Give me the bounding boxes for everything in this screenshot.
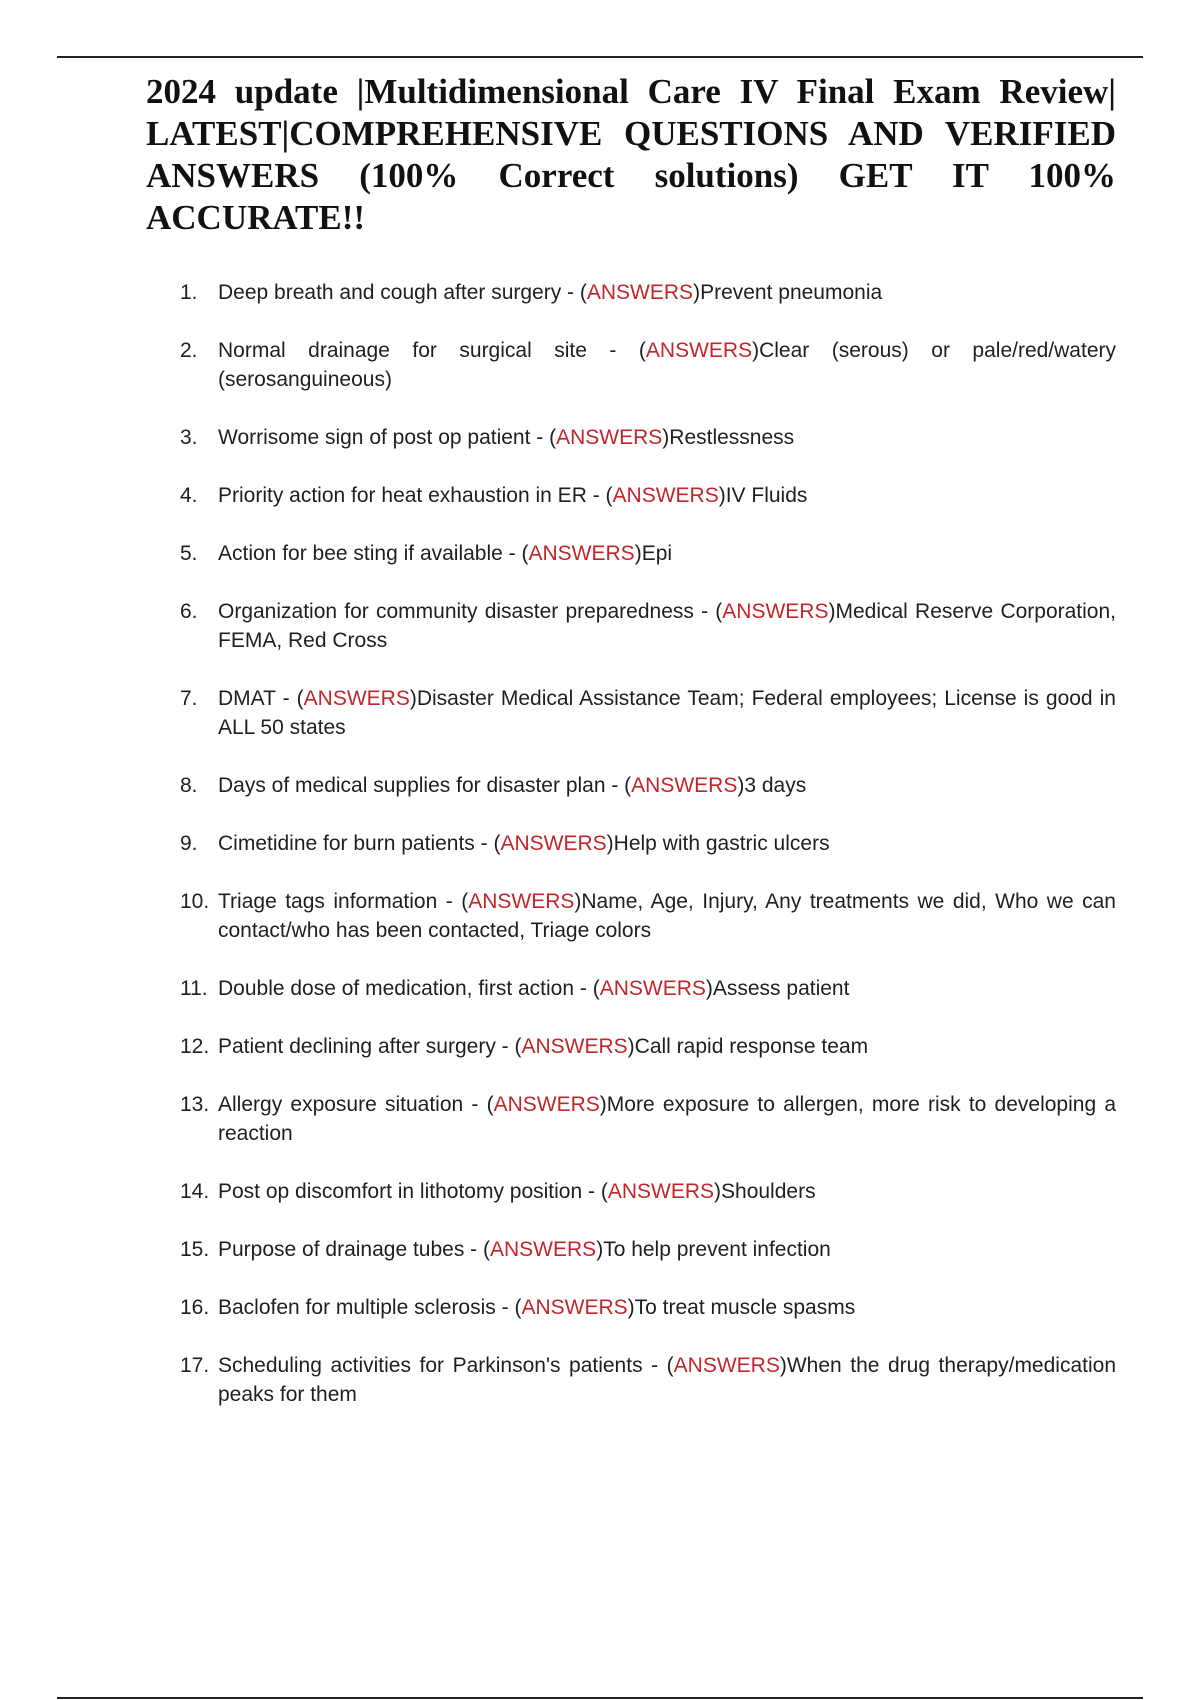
question-text: Action for bee sting if available [218, 542, 503, 565]
item-number: 3. [180, 426, 198, 449]
item-number: 6. [180, 600, 198, 623]
answer-text: Shoulders [721, 1180, 816, 1203]
question-text: Double dose of medication, first action [218, 977, 575, 1000]
answer-text: More exposure to allergen, more risk to developing a reaction [218, 1093, 1117, 1145]
answer-text: IV Fluids [725, 484, 808, 507]
answer-text: When the drug therapy/medication peaks for them [218, 1354, 1116, 1406]
qa-item: 15. Purpose of drainage tubes - (ANSWERS)To help prevent infection [180, 1235, 1116, 1264]
answer-text: Disaster Medical Assistance Team; Federal employees; License is good in ALL 50 states [218, 687, 1116, 739]
question-text: Scheduling activities for Parkinson's patients [218, 1354, 643, 1377]
answer-text: Epi [641, 542, 673, 565]
item-number: 1. [180, 281, 198, 304]
answers-label: ANSWERS [556, 426, 663, 449]
answers-label: ANSWERS [612, 484, 719, 507]
item-number: 7. [180, 687, 198, 710]
item-number: 8. [180, 774, 198, 797]
bottom-rule [57, 1697, 1143, 1699]
answer-text: Help with gastric ulcers [613, 832, 830, 855]
answer-text: To treat muscle spasms [634, 1296, 856, 1319]
question-text: Cimetidine for burn patients [218, 832, 475, 855]
qa-item: 4. Priority action for heat exhaustion in ER - (ANSWERS)IV Fluids [180, 481, 1116, 510]
item-number: 13. [180, 1093, 210, 1116]
answers-label: ANSWERS [673, 1354, 780, 1377]
question-text: Priority action for heat exhaustion in ER [218, 484, 587, 507]
answers-label: ANSWERS [490, 1238, 597, 1261]
answer-text: Medical Reserve Corporation, FEMA, Red Cross [218, 600, 1116, 652]
question-text: Purpose of drainage tubes [218, 1238, 465, 1261]
answer-text: 3 days [744, 774, 807, 797]
item-number: 16. [180, 1296, 210, 1319]
answer-text: Call rapid response team [634, 1035, 869, 1058]
qa-item: 12. Patient declining after surgery - (ANSWERS)Call rapid response team [180, 1032, 1116, 1061]
answers-label: ANSWERS [722, 600, 829, 623]
answers-label: ANSWERS [521, 1296, 628, 1319]
answer-text: Assess patient [712, 977, 850, 1000]
qa-item: 3. Worrisome sign of post op patient - (ANSWERS)Restlessness [180, 423, 1116, 452]
answers-label: ANSWERS [303, 687, 410, 710]
answers-label: ANSWERS [586, 281, 694, 304]
qa-item: 7. DMAT - (ANSWERS)Disaster Medical Assistance Team; Federal employees; License is good in ALL 50 states [180, 684, 1116, 742]
qa-item: 8. Days of medical supplies for disaster plan - (ANSWERS)3 days [180, 771, 1116, 800]
qa-list [180, 278, 1116, 1409]
answers-label: ANSWERS [528, 542, 635, 565]
qa-item: 2. Normal drainage for surgical site - (ANSWERS)Clear (serous) or pale/red/watery (serosanguineous) [180, 336, 1116, 394]
qa-item: 11. Double dose of medication, first action - (ANSWERS)Assess patient [180, 974, 1116, 1003]
question-text: DMAT [218, 687, 276, 710]
answers-label: ANSWERS [521, 1035, 628, 1058]
answers-label: ANSWERS [493, 1093, 600, 1116]
qa-item: 6. Organization for community disaster preparedness - (ANSWERS)Medical Reserve Corporation, FEMA, Red Cross [180, 597, 1116, 655]
question-text: Allergy exposure situation [218, 1093, 464, 1116]
qa-item: 16. Baclofen for multiple sclerosis - (ANSWERS)To treat muscle spasms [180, 1293, 1116, 1322]
item-number: 5. [180, 542, 198, 565]
qa-item: 17. Scheduling activities for Parkinson's patients - (ANSWERS)When the drug therapy/medication peaks for them [180, 1351, 1116, 1409]
question-text: Patient declining after surgery [218, 1035, 496, 1058]
item-number: 14. [180, 1180, 210, 1203]
document-title: 2024 update |Multidimensional Care IV Final Exam Review| LATEST|COMPREHENSIVE QUESTIONS AND VERIFIED ANSWERS (100% Correct solutions) GET IT 100% ACCURATE!! [146, 72, 1116, 237]
answer-text: Prevent pneumonia [700, 281, 883, 304]
item-number: 11. [180, 977, 208, 1000]
answers-label: ANSWERS [631, 774, 738, 797]
answers-label: ANSWERS [645, 339, 753, 362]
qa-item: 13. Allergy exposure situation - (ANSWERS)More exposure to allergen, more risk to developing a reaction [180, 1090, 1116, 1148]
qa-item: 10. Triage tags information - (ANSWERS)Name, Age, Injury, Any treatments we did, Who we can contact/who has been contacted, Triage colors [180, 887, 1116, 945]
answers-label: ANSWERS [468, 890, 575, 913]
item-number: 17. [180, 1354, 210, 1377]
answers-label: ANSWERS [500, 832, 607, 855]
question-text: Baclofen for multiple sclerosis [218, 1296, 496, 1319]
question-text: Organization for community disaster preparedness [218, 600, 694, 623]
item-number: 9. [180, 832, 198, 855]
qa-item: 9. Cimetidine for burn patients - (ANSWERS)Help with gastric ulcers [180, 829, 1116, 858]
question-text: Days of medical supplies for disaster plan [218, 774, 606, 797]
question-text: Triage tags information [218, 890, 438, 913]
item-number: 10. [180, 890, 210, 913]
qa-item: 14. Post op discomfort in lithotomy position - (ANSWERS)Shoulders [180, 1177, 1116, 1206]
answer-text: Clear (serous) or pale/red/watery (serosanguineous) [218, 339, 1116, 391]
qa-item: 1. Deep breath and cough after surgery - (ANSWERS)Prevent pneumonia [180, 278, 1116, 307]
answer-text: To help prevent infection [603, 1238, 831, 1261]
question-text: Worrisome sign of post op patient [218, 426, 531, 449]
question-text: Deep breath and cough after surgery [218, 281, 562, 304]
qa-item: 5. Action for bee sting if available - (ANSWERS)Epi [180, 539, 1116, 568]
answers-label: ANSWERS [607, 1180, 715, 1203]
top-rule [57, 56, 1143, 58]
answer-text: Name, Age, Injury, Any treatments we did, Who we can contact/who has been contacted, Triage colors [218, 890, 1116, 942]
item-number: 15. [180, 1238, 210, 1261]
question-text: Post op discomfort in lithotomy position [218, 1180, 583, 1203]
item-number: 4. [180, 484, 198, 507]
question-text: Normal drainage for surgical site [218, 339, 587, 362]
answers-label: ANSWERS [599, 977, 706, 1000]
item-number: 12. [180, 1035, 210, 1058]
answer-text: Restlessness [669, 426, 795, 449]
item-number: 2. [180, 339, 198, 362]
